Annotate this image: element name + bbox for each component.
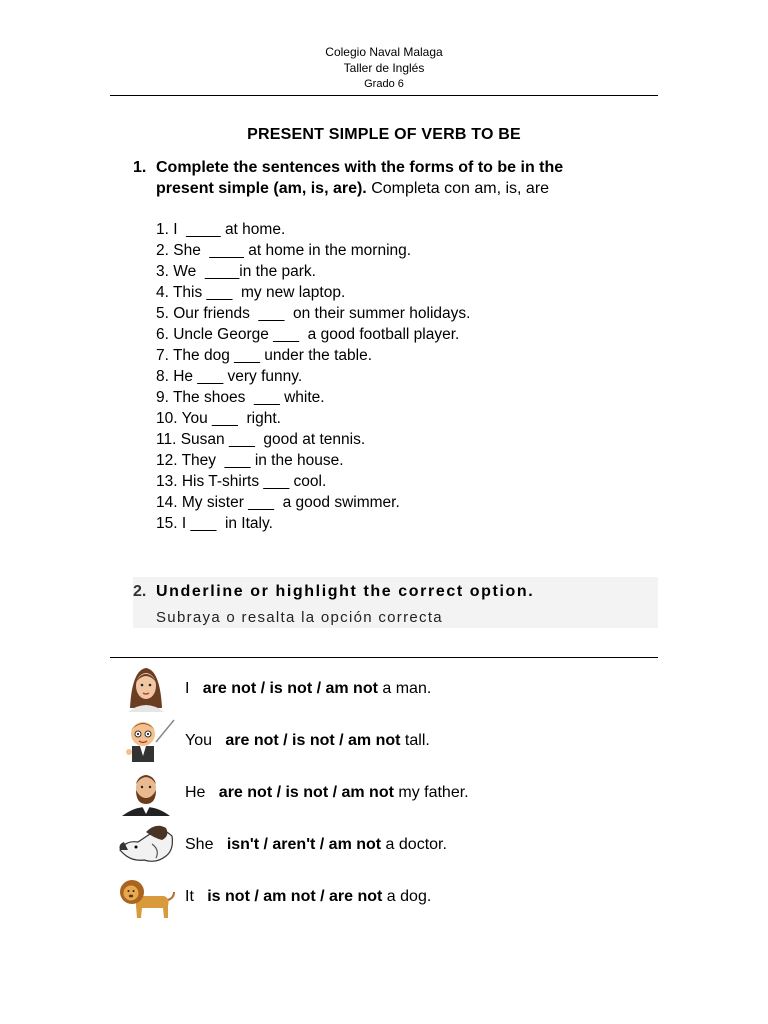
sentence-list (156, 219, 470, 534)
sentence-item: 8. He ___ very funny. (156, 368, 303, 385)
option-sentence: I are not / is not / am not a man. (185, 680, 432, 697)
option-choices: are not / is not / am not (202, 680, 378, 697)
instruction-line-2: present simple (am, is, are). (156, 180, 367, 197)
sentence-item: 14. My sister ___ a good swimmer. (156, 494, 400, 511)
option-row (110, 820, 658, 870)
section-divider (110, 657, 658, 658)
sentence-item: 9. The shoes ___ white. (156, 389, 325, 406)
sentence-item: 1. I ____ at home. (156, 221, 286, 238)
sentence-item: 4. This ___ my new laptop. (156, 284, 346, 301)
option-choices: isn't / aren't / am not (226, 836, 382, 853)
sentence-item: 6. Uncle George ___ a good football player. (156, 326, 460, 343)
option-sentence: She isn't / aren't / am not a doctor. (185, 836, 447, 853)
option-sentence: It is not / am not / are not a dog. (185, 888, 432, 905)
exercise-1-number: 1. (133, 159, 147, 176)
sentence-item: 13. His T-shirts ___ cool. (156, 473, 327, 490)
sentence-item: 15. I ___ in Italy. (156, 515, 273, 532)
option-choices: are not / is not / am not (218, 784, 394, 801)
exercise-2-number: 2. (133, 583, 147, 600)
grade-label: Grado 6 (364, 78, 404, 90)
sentence-item: 7. The dog ___ under the table. (156, 347, 373, 364)
instruction-spanish: Completa con am, is, are (366, 180, 550, 197)
option-row (110, 664, 658, 714)
option-choices: is not / am not / are not (207, 888, 383, 905)
bearded-man-icon (116, 768, 176, 816)
sentence-item: 11. Susan ___ good at tennis. (156, 431, 366, 448)
course-name: Taller de Inglés (343, 61, 425, 75)
sentence-item: 5. Our friends ___ on their summer holidays. (156, 305, 471, 322)
option-choices: are not / is not / am not (225, 732, 401, 749)
sentence-item: 12. They ___ in the house. (156, 452, 344, 469)
exercise-2-title: Underline or highlight the correct option. (156, 583, 535, 600)
option-row (110, 872, 658, 922)
option-row (110, 768, 658, 818)
header-divider (110, 95, 658, 96)
sentence-item: 2. She ____ at home in the morning. (156, 242, 412, 259)
exercise-2-subtitle: Subraya o resalta la opción correcta (156, 609, 443, 626)
sentence-item: 3. We ____in the park. (156, 263, 316, 280)
woman-icon (116, 664, 176, 712)
exercise-2-instruction (133, 577, 658, 628)
lion-icon (116, 872, 176, 920)
worksheet-title: PRESENT SIMPLE OF VERB TO BE (247, 126, 521, 143)
option-row (110, 716, 658, 766)
option-sentence: You are not / is not / am not tall. (185, 732, 430, 749)
instruction-line-1: Complete the sentences with the forms of to be in the (156, 159, 564, 176)
option-sentence: He are not / is not / am not my father. (185, 784, 469, 801)
document-header (110, 44, 658, 92)
school-name: Colegio Naval Malaga (325, 45, 443, 59)
cartoon-man-icon (116, 716, 176, 764)
dog-icon (116, 820, 176, 868)
exercise-1-instruction (133, 157, 653, 199)
sentence-item: 10. You ___ right. (156, 410, 281, 427)
